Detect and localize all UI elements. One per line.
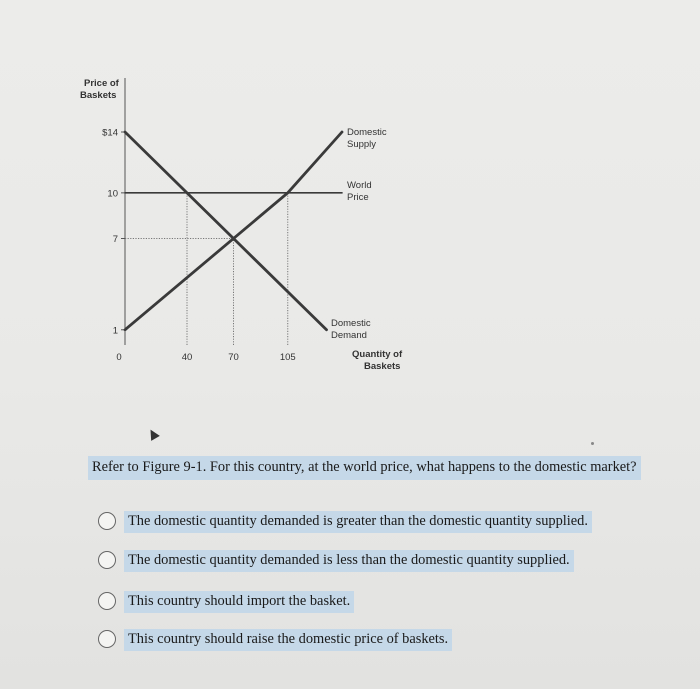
y-axis-title-line2: Baskets bbox=[80, 90, 117, 101]
radio-button-3[interactable] bbox=[98, 592, 116, 610]
x-axis-title-line2: Baskets bbox=[364, 361, 401, 372]
option-3-label[interactable]: This country should import the basket. bbox=[124, 591, 354, 613]
radio-button-2[interactable] bbox=[98, 551, 116, 569]
domestic-demand-label-line1: Domestic bbox=[331, 318, 371, 329]
domestic-demand-label-line2: Demand bbox=[331, 330, 367, 341]
option-2-label[interactable]: The domestic quantity demanded is less than the domestic quantity supplied. bbox=[124, 550, 574, 572]
option-4-label[interactable]: This country should raise the domestic price of baskets. bbox=[124, 629, 452, 651]
y-tick-label-1: 1 bbox=[112, 325, 118, 337]
radio-button-4[interactable] bbox=[98, 630, 116, 648]
y-axis-title-line1: Price of bbox=[84, 78, 119, 89]
y-tick-label-14: $14 bbox=[102, 127, 118, 139]
question-text: Refer to Figure 9-1. For this country, at the world price, what happens to the domestic market? bbox=[88, 456, 641, 480]
domestic-demand-line bbox=[125, 132, 327, 330]
world-price-label-line1: World bbox=[347, 180, 372, 191]
domestic-supply-label-line2: Supply bbox=[347, 139, 377, 150]
x-tick-label-105: 105 bbox=[279, 352, 296, 363]
option-1-label[interactable]: The domestic quantity demanded is greater than the domestic quantity supplied. bbox=[124, 511, 592, 533]
stray-dot bbox=[591, 442, 594, 445]
y-tick-label-7: 7 bbox=[112, 234, 118, 245]
x-tick-label-70: 70 bbox=[228, 352, 239, 363]
world-price-label-line2: Price bbox=[347, 192, 369, 203]
x-axis-title-line1: Quantity of bbox=[352, 349, 403, 360]
x-tick-label-0: 0 bbox=[116, 352, 122, 363]
radio-button-1[interactable] bbox=[98, 512, 116, 530]
y-tick-label-10: 10 bbox=[107, 188, 118, 200]
domestic-supply-label-line1: Domestic bbox=[347, 127, 387, 138]
x-tick-label-40: 40 bbox=[181, 352, 193, 363]
